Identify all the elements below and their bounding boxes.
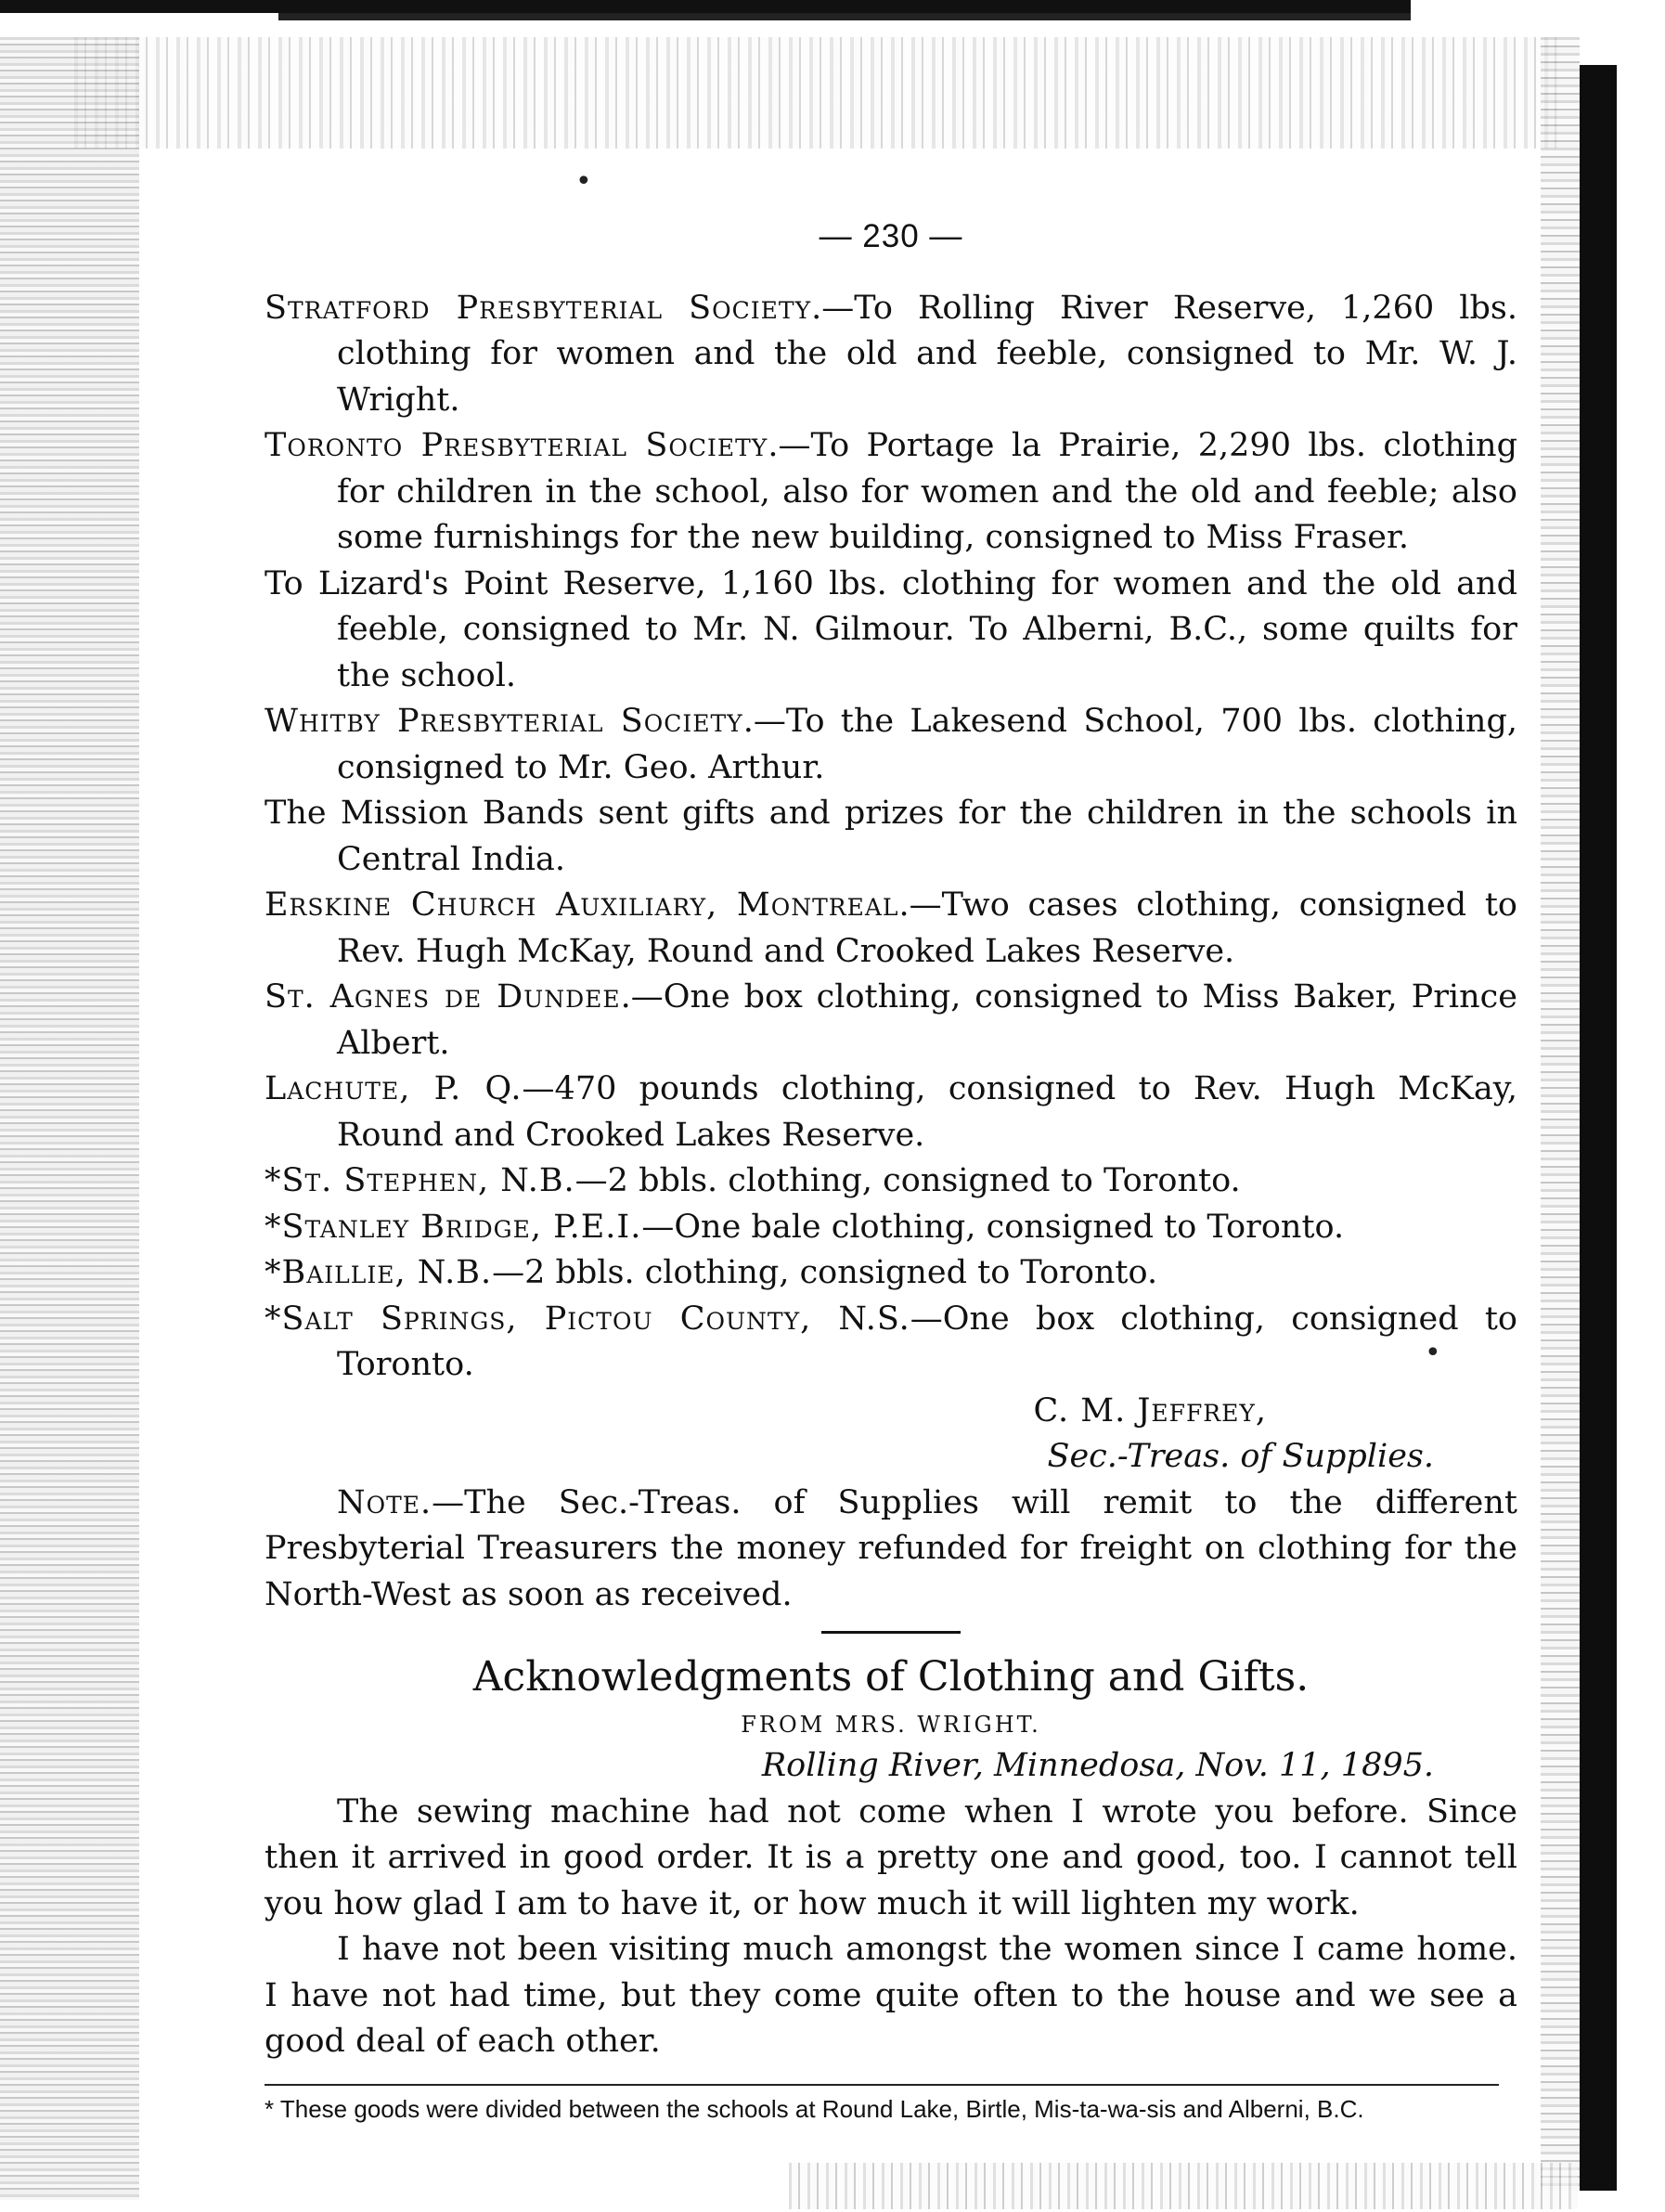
page-text [265, 213, 1517, 2123]
section-from: FROM MRS. WRIGHT. [741, 1712, 1041, 1738]
entry-separator: .— [898, 886, 942, 924]
supply-entry [265, 1067, 1517, 1158]
entry-text: Two cases clothing, consigned to Rev. Hugh McKay, Round and Crooked Lakes Reserve. [337, 886, 1517, 970]
scan-right-border [1580, 65, 1617, 2191]
entry-text: To the Lakesend School, 700 lbs. clothing, consigned to Mr. Geo. Arthur. [337, 703, 1517, 786]
entry-text: To Portage la Prairie, 2,290 lbs. clothing for children in the school, also for women and the old and feeble; also some furnishings for the new building, consigned to Miss Fraser. [337, 427, 1517, 556]
entry-head: Lachute, P. Q. [265, 1070, 523, 1107]
entry-head: Erskine Church Auxiliary, Montreal [265, 886, 899, 924]
entry-separator: — [522, 1070, 555, 1107]
entry-head: St. Agnes de Dundee [265, 978, 621, 1015]
footnote: * These goods were divided between the schools at Round Lake, Birtle, Mis-ta-wa-sis and Alberni, B.C. [265, 2094, 1364, 2123]
note-paragraph [265, 1481, 1517, 1619]
entry-head: *Salt Springs, Pictou County, N.S. [265, 1300, 910, 1338]
supply-entry [265, 1158, 1517, 1205]
scan-left-noise [0, 37, 139, 2200]
entry-head: *Baillie, N.B. [265, 1254, 493, 1291]
scan-top-noise [74, 37, 1559, 149]
entry-head: Stratford Presbyterial Society [265, 289, 812, 327]
section-heading: Acknowledgments of Clothing and Gifts. [472, 1653, 1310, 1701]
scan-right-noise [1541, 37, 1580, 2191]
note-head: Note. [337, 1483, 432, 1521]
entry-text: The Mission Bands sent gifts and prizes for the children in the schools in Central India. [265, 795, 1517, 878]
entry-separator: — [641, 1208, 675, 1246]
section-rule [821, 1631, 961, 1634]
supply-entry [265, 1205, 1517, 1251]
supply-entry [265, 286, 1517, 424]
page-number: — 230 — [819, 218, 963, 254]
entry-text: One box clothing, consigned to Toronto. [337, 1300, 1517, 1383]
entry-text: 470 pounds clothing, consigned to Rev. Hugh McKay, Round and Crooked Lakes Reserve. [337, 1070, 1517, 1154]
entry-text: 2 bbls. clothing, consigned to Toronto. [607, 1162, 1241, 1199]
entry-head: *Stanley Bridge, P.E.I. [265, 1208, 642, 1246]
entry-text: One box clothing, consigned to Miss Baker, Prince Albert. [337, 978, 1517, 1062]
supply-entry [265, 699, 1517, 791]
entry-separator: — [492, 1254, 525, 1291]
signature-name: C. M. Jeffrey, [1033, 1391, 1267, 1429]
supply-entry [265, 883, 1517, 975]
supply-entry [265, 423, 1517, 562]
supply-entry [265, 562, 1517, 700]
entry-text: 2 bbls. clothing, consigned to Toronto. [524, 1254, 1158, 1291]
scan-bottom-noise [789, 2163, 1578, 2209]
note-text: —The Sec.-Treas. of Supplies will remit to the different Presbyterial Treasurers the money refunded for freight on clothing for the North-West as soon as received. [265, 1483, 1517, 1613]
letter-dateline: Rolling River, Minnedosa, Nov. 11, 1895. [761, 1747, 1434, 1784]
scan-top-border-shadow [278, 13, 1411, 20]
supply-entry [265, 791, 1517, 883]
letter-paragraph: The sewing machine had not come when I wrote you before. Since then it arrived in good order. It is a pretty one and good, too. I cannot tell you how glad I am to have it, or how much it will lighten my work. [265, 1792, 1517, 1922]
footnote-rule [265, 2084, 1499, 2086]
entry-separator: .— [620, 978, 664, 1015]
entry-text: One bale clothing, consigned to Toronto. [674, 1208, 1345, 1246]
speck-mark: • [1425, 1337, 1441, 1369]
entry-text: To Lizard's Point Reserve, 1,160 lbs. clothing for women and the old and feeble, consigned to Mr. N. Gilmour. To Alberni, B.C., some quilts for the school. [265, 564, 1517, 694]
entry-head: Toronto Presbyterial Society [265, 427, 768, 464]
supply-entries [265, 286, 1517, 1389]
entry-separator: — [910, 1300, 943, 1338]
entry-text: To Rolling River Reserve, 1,260 lbs. clothing for women and the old and feeble, consigned to Mr. W. J. Wright. [337, 289, 1517, 419]
supply-entry [265, 1297, 1517, 1389]
entry-separator: .— [811, 289, 855, 327]
scan-top-border [0, 0, 1411, 13]
signature-title: Sec.-Treas. of Supplies. [1047, 1438, 1434, 1475]
entry-separator: .— [742, 703, 786, 740]
speck-mark: • [575, 165, 592, 198]
supply-entry [265, 1250, 1517, 1297]
entry-separator: .— [768, 427, 811, 464]
letter-paragraph: I have not been visiting much amongst the women since I came home. I have not had time, but they come quite often to the house and we see a good deal of each other. [265, 1931, 1517, 2060]
entry-head: Whitby Presbyterial Society [265, 703, 743, 740]
supply-entry [265, 975, 1517, 1067]
entry-separator: — [574, 1162, 608, 1199]
entry-head: *St. Stephen, N.B. [265, 1162, 575, 1199]
